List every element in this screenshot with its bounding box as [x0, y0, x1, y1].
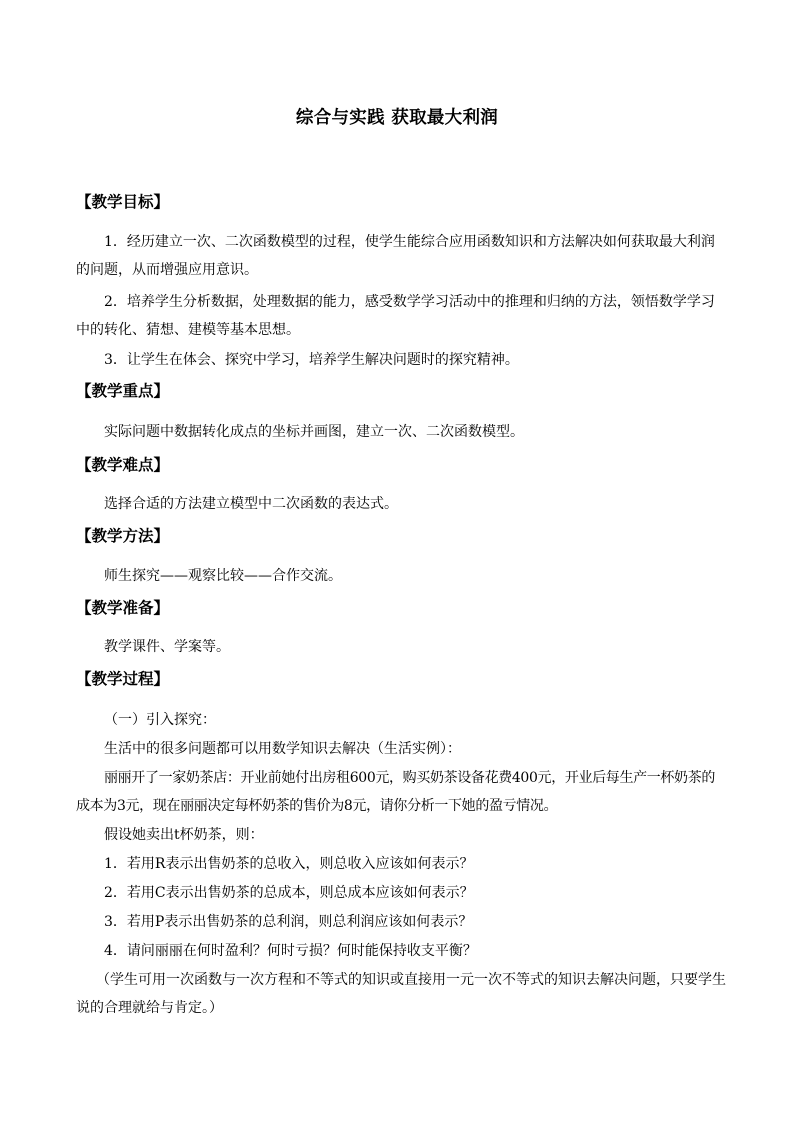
process-subheading: （一）引入探究： [104, 712, 216, 728]
goal-item-2: 2．培养学生分析数据，处理数据的能力，感受数学学习活动中的推理和归纳的方法，领悟数学学习中的转化、猜想、建模等基本思想。 [76, 294, 715, 338]
question-2: 2．若用C表示出售奶茶的总成本，则总成本应该如何表示？ [104, 885, 474, 901]
methods-text: 师生探究——观察比较——合作交流。 [104, 568, 342, 584]
heading-methods: 【教学方法】 [76, 526, 170, 545]
question-1: 1．若用R表示出售奶茶的总收入，则总收入应该如何表示？ [104, 856, 474, 872]
process-note: （学生可用一次函数与一次方程和不等式的知识或直接用一元一次不等式的知识去解决问题，只要学生说的合理就给与肯定。） [76, 972, 726, 1016]
document-title: 综合与实践 获取最大利润 [295, 108, 499, 128]
goal-item-1: 1．经历建立一次、二次函数模型的过程，使学生能综合应用函数知识和方法解决如何获取最大利润的问题，从而增强应用意识。 [76, 234, 715, 278]
question-4: 4．请问丽丽在何时盈利？何时亏损？何时能保持收支平衡？ [104, 943, 477, 959]
difficulties-text: 选择合适的方法建立模型中二次函数的表达式。 [104, 496, 398, 512]
heading-preparation: 【教学准备】 [76, 598, 170, 617]
heading-key-points: 【教学重点】 [76, 381, 170, 400]
preparation-text: 教学课件、学案等。 [104, 639, 230, 655]
process-assumption: 假设她卖出t杯奶茶，则： [104, 827, 264, 843]
process-scenario: 丽丽开了一家奶茶店：开业前她付出房租600元，购买奶茶设备花费400元，开业后每生产一杯奶茶的成本为3元，现在丽丽决定每杯奶茶的售价为8元，请你分析一下她的盈亏情况。 [76, 770, 715, 814]
heading-difficulties: 【教学难点】 [76, 455, 170, 474]
question-3: 3．若用P表示出售奶茶的总利润，则总利润应该如何表示？ [104, 914, 473, 930]
goal-item-3: 3．让学生在体会、探究中学习，培养学生解决问题时的探究精神。 [104, 352, 519, 368]
key-points-text: 实际问题中数据转化成点的坐标并画图，建立一次、二次函数模型。 [104, 424, 524, 440]
heading-process: 【教学过程】 [76, 669, 170, 688]
process-intro: 生活中的很多问题都可以用数学知识去解决（生活实例）： [104, 741, 461, 757]
heading-teaching-goals: 【教学目标】 [76, 192, 170, 211]
